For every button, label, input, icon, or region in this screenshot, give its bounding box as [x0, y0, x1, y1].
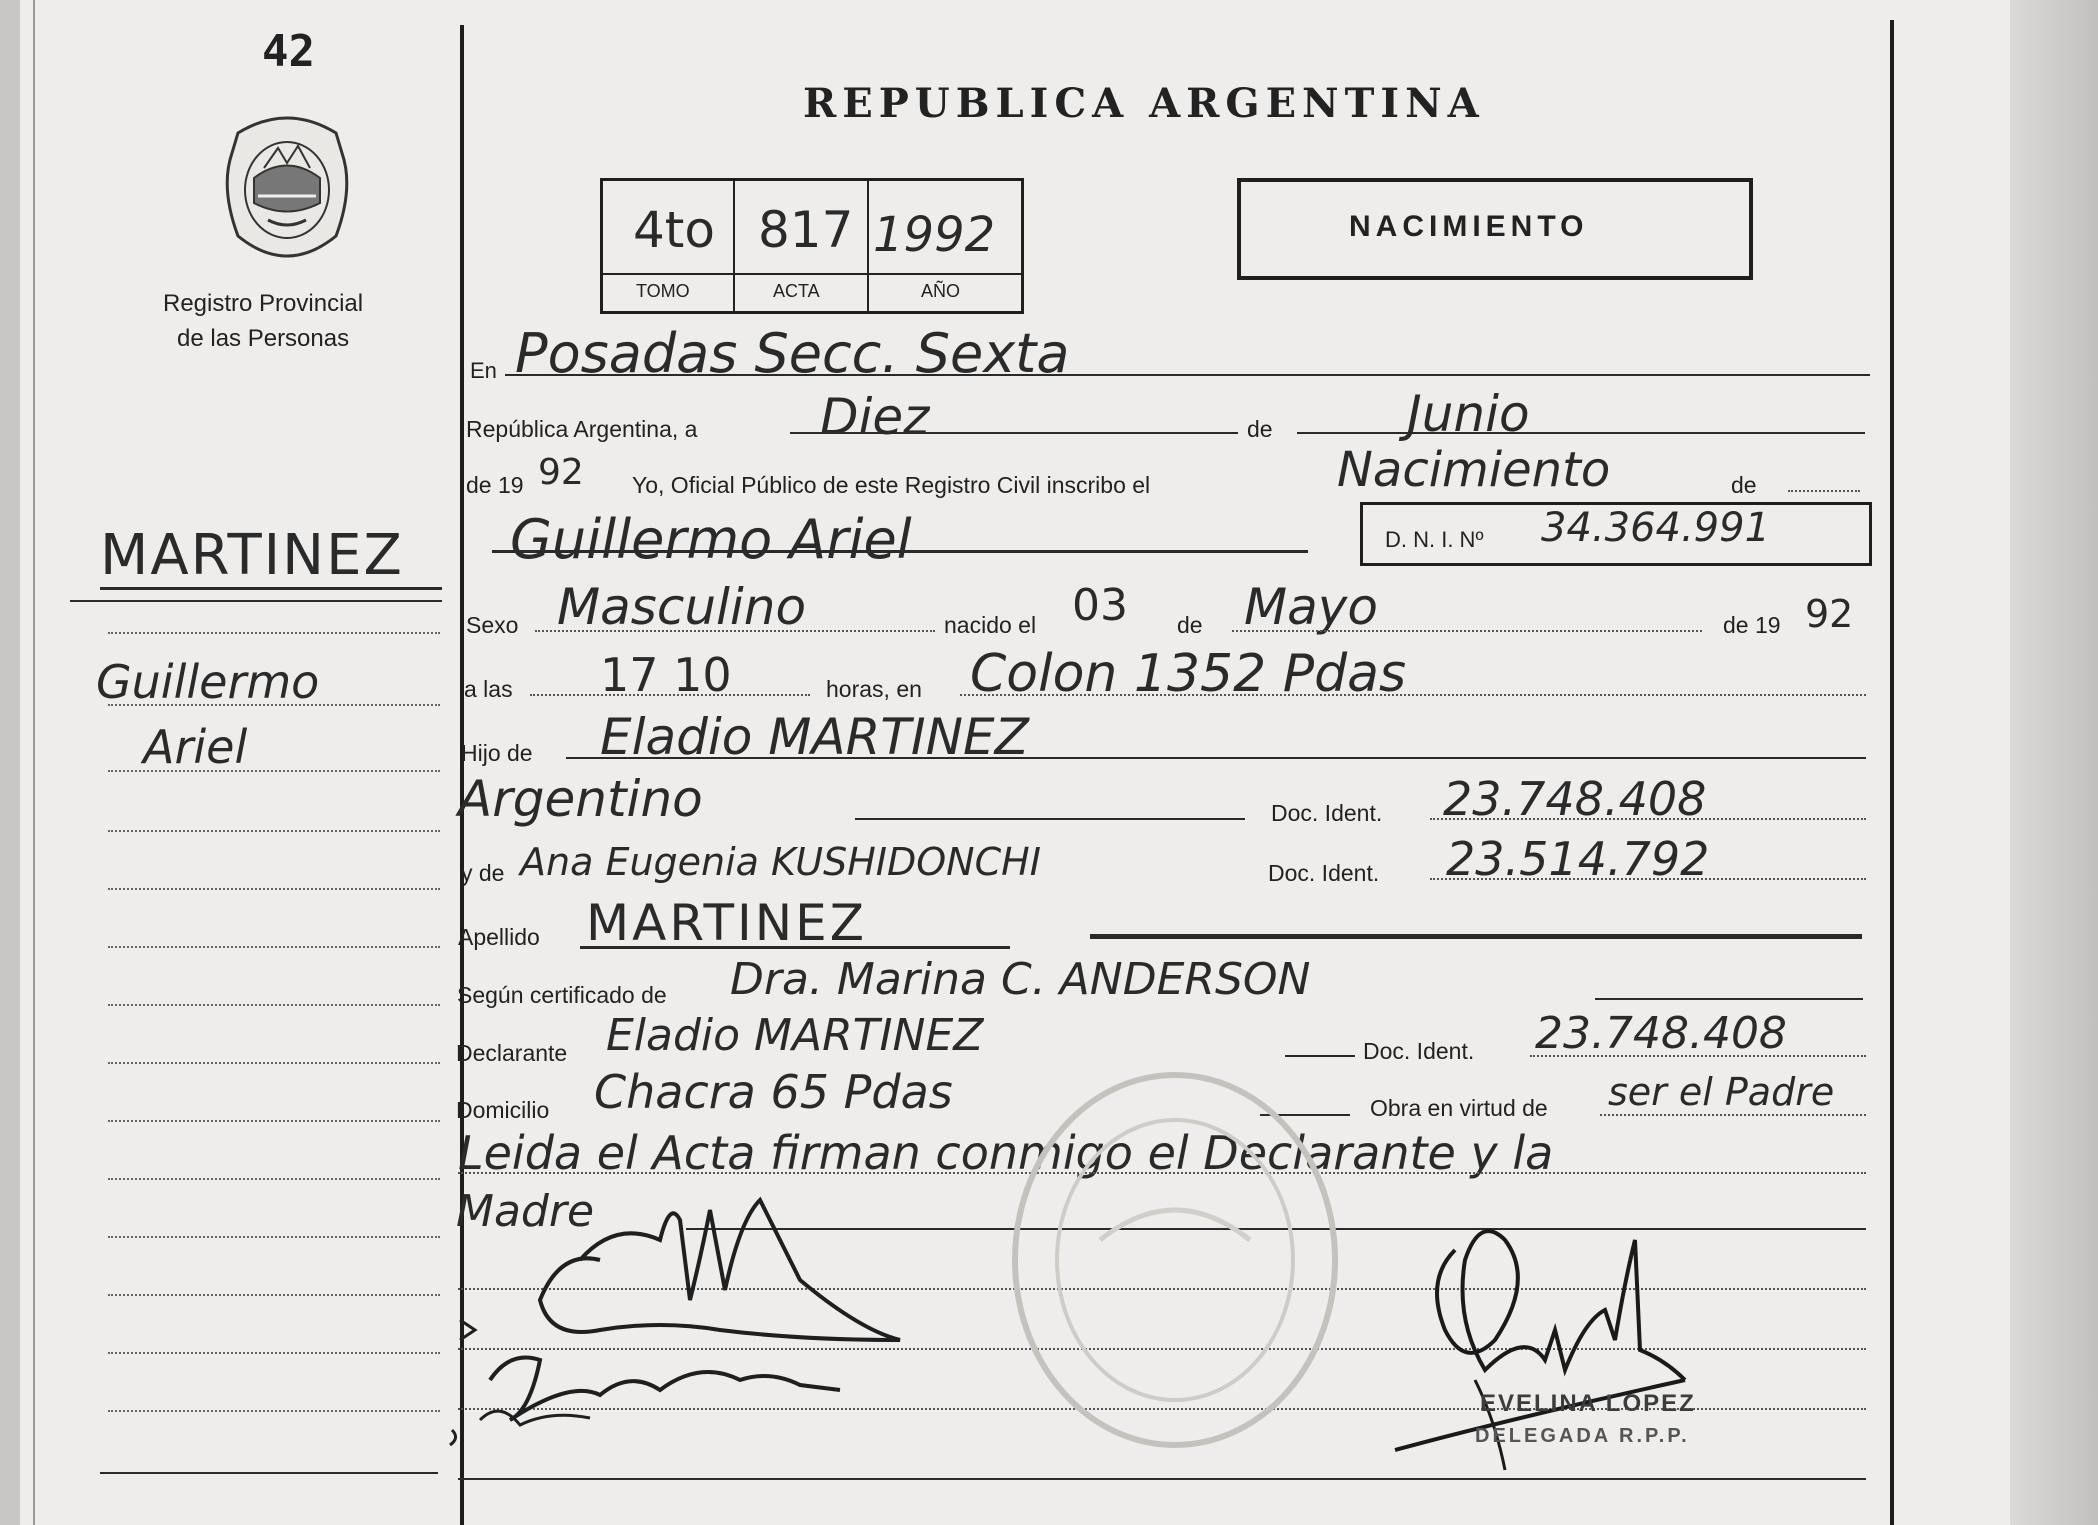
left-border	[33, 0, 35, 1525]
margin-dotted-line	[108, 830, 440, 832]
birth-month: Mayo	[1244, 578, 1378, 636]
margin-second-name: Ariel	[143, 720, 248, 774]
de2-dotline	[1788, 490, 1860, 492]
ano-label: AÑO	[921, 281, 961, 301]
segun-label: Según certificado de	[457, 982, 667, 1008]
sexo-label: Sexo	[466, 612, 519, 638]
child-name-line	[492, 550, 1308, 553]
sexo-dotline	[535, 630, 935, 632]
margin-first-name: Guillermo	[96, 655, 320, 709]
record-type: NACIMIENTO	[1349, 210, 1589, 243]
declarante-label: Declarante	[456, 1040, 568, 1066]
obra-value: ser el Padre	[1608, 1070, 1835, 1114]
declarante-line	[1285, 1055, 1355, 1057]
record-type-box	[1237, 178, 1753, 280]
margin-dotted-line	[108, 1178, 440, 1180]
en-line	[505, 374, 1870, 376]
registry-stamp-icon	[1000, 1060, 1350, 1460]
margin-dotted-line	[108, 1062, 440, 1064]
province-seal-icon	[218, 108, 356, 268]
birth-year: 92	[1805, 592, 1854, 636]
de19-label: de 19	[1723, 612, 1781, 638]
mother-doc-dotline	[1430, 878, 1866, 880]
nacido-label: nacido el	[944, 612, 1037, 638]
note-line-2: Madre	[456, 1186, 595, 1237]
margin-dotted-line	[108, 704, 440, 706]
day-value: Diez	[820, 388, 930, 446]
obra-dotline	[1600, 1114, 1866, 1116]
margin-bottom-rule	[100, 1472, 438, 1474]
birth-month-dotline	[1232, 630, 1702, 632]
father-doc: 23.748.408	[1443, 772, 1707, 826]
margin-dotted-line	[108, 1410, 440, 1412]
obra-label: Obra en virtud de	[1370, 1095, 1548, 1121]
tomo-label: TOMO	[636, 281, 690, 301]
event-value: Nacimiento	[1337, 442, 1611, 498]
doc-ident-label-declarante: Doc. Ident.	[1363, 1038, 1475, 1064]
yde-label: y de	[461, 860, 505, 886]
registry-line-2: de las Personas	[177, 325, 350, 352]
acta-value: 817	[758, 201, 854, 259]
ano-value: 1992	[873, 207, 996, 263]
hour-value: 17 10	[600, 648, 732, 702]
segun-value: Dra. Marina C. ANDERSON	[730, 954, 1311, 1005]
dni-box	[1360, 502, 1872, 566]
hijo-label: Hijo de	[461, 740, 533, 766]
birth-day: 03	[1072, 580, 1128, 631]
margin-dotted-line	[108, 1236, 440, 1238]
place-value: Colon 1352 Pdas	[970, 644, 1407, 704]
country-title: REPUBLICA ARGENTINA	[803, 80, 1485, 127]
sexo-value: Masculino	[557, 578, 807, 636]
domicilio-label: Domicilio	[456, 1097, 550, 1123]
declarante-value: Eladio MARTINEZ	[606, 1010, 984, 1061]
margin-dotted-line	[108, 946, 440, 948]
right-border	[1890, 20, 1894, 1525]
father-nationality: Argentino	[458, 770, 703, 828]
father-doc-dotline	[1430, 818, 1866, 820]
dni-value: 34.364.991	[1541, 505, 1771, 551]
doc-ident-label-mother: Doc. Ident.	[1268, 860, 1380, 886]
father-line	[566, 757, 1866, 759]
de2-label: de	[1731, 472, 1757, 498]
apellido-value: MARTINEZ	[586, 894, 867, 952]
en-value: Posadas Secc. Sexta	[515, 322, 1070, 385]
day-line	[790, 432, 1238, 434]
margin-surname: MARTINEZ	[100, 523, 404, 588]
dni-label: D. N. I. Nº	[1385, 527, 1484, 552]
apellido-label: Apellido	[458, 924, 540, 950]
official-name: EVELINA LOPEZ	[1480, 1390, 1696, 1417]
mother-doc: 23.514.792	[1446, 832, 1710, 886]
margin-dotted-line	[108, 1004, 440, 1006]
year-prefix: de 19	[466, 472, 524, 498]
margin-dotted-line	[108, 1294, 440, 1296]
hour-dotline	[530, 694, 810, 696]
margin-dotted-line	[108, 632, 440, 634]
yo-text: Yo, Oficial Público de este Registro Civil inscribo el	[632, 472, 1151, 498]
horas-label: horas, en	[826, 676, 922, 702]
child-name: Guillermo Ariel	[510, 508, 912, 571]
margin-dotted-line	[108, 888, 440, 890]
de3-label: de	[1177, 612, 1203, 638]
official-title: DELEGADA R.P.P.	[1475, 1425, 1690, 1447]
declarante-doc-dotline	[1530, 1055, 1866, 1057]
page-number: 42	[262, 26, 315, 77]
margin-rule	[70, 600, 442, 602]
domicilio-value: Chacra 65 Pdas	[594, 1065, 953, 1119]
month-line	[1297, 432, 1865, 434]
note-line-1: Leida el Acta firman conmigo el Declarante y la	[458, 1126, 1554, 1180]
month-value: Junio	[1407, 385, 1530, 443]
mother-value: Ana Eugenia KUSHIDONCHI	[520, 840, 1041, 884]
alas-label: a las	[464, 676, 513, 702]
record-number-box	[600, 178, 1024, 314]
apellido-cancel-line	[1090, 934, 1862, 939]
acta-label: ACTA	[773, 281, 820, 301]
margin-dotted-line	[108, 1120, 440, 1122]
father-value: Eladio MARTINEZ	[600, 708, 1029, 766]
margin-dotted-line	[108, 770, 440, 772]
segun-line	[1595, 998, 1863, 1000]
republica-label: República Argentina, a	[466, 416, 698, 442]
doc-ident-label-father: Doc. Ident.	[1271, 800, 1383, 826]
de-label: de	[1247, 416, 1273, 442]
paper-edge	[2010, 0, 2098, 1525]
apellido-underline	[580, 946, 1010, 949]
margin-surname-underline	[100, 587, 442, 590]
year-value: 92	[538, 452, 584, 493]
declarant-signature	[440, 1180, 920, 1450]
en-label: En	[470, 358, 497, 383]
nationality-line	[855, 818, 1245, 820]
declarante-doc: 23.748.408	[1535, 1008, 1787, 1059]
margin-dotted-line	[108, 1352, 440, 1354]
place-dotline	[960, 694, 1866, 696]
registry-line-1: Registro Provincial	[163, 290, 364, 317]
tomo-value: 4to	[633, 201, 716, 259]
